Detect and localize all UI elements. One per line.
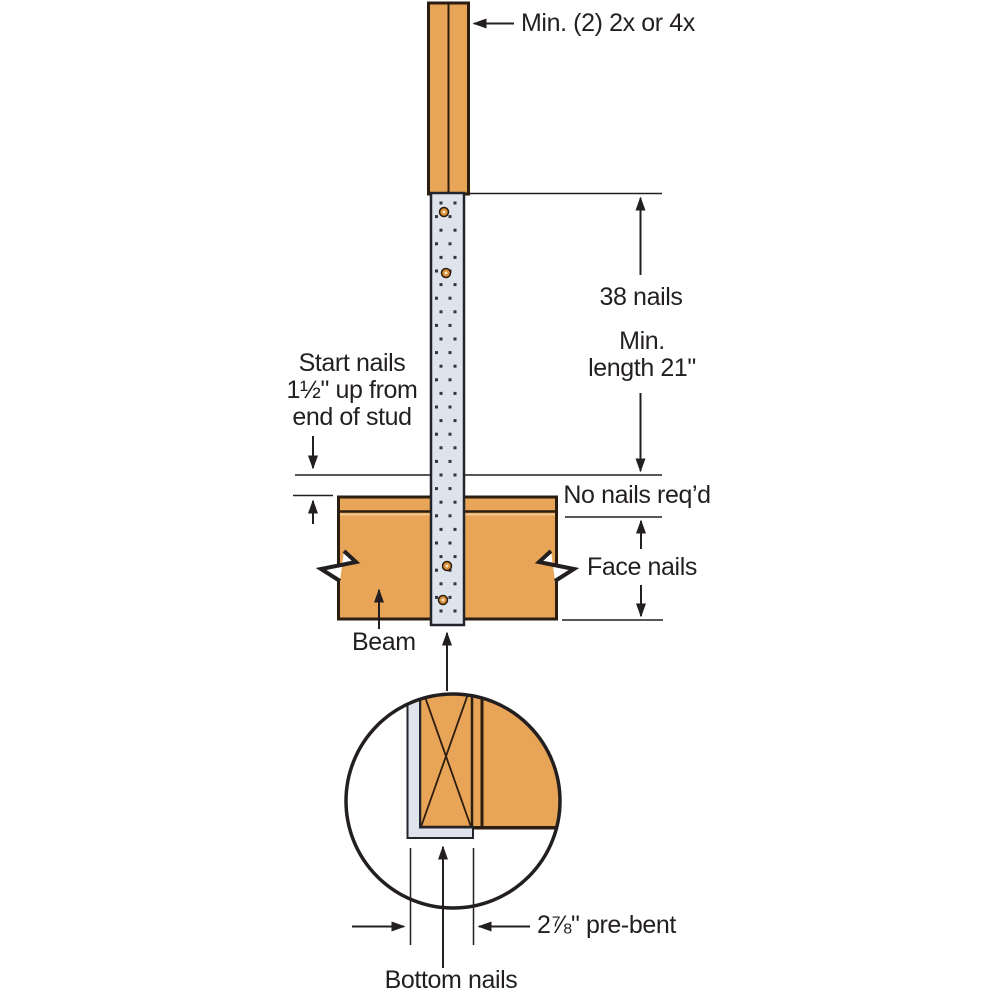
beam-label: Beam [352,628,416,656]
pre-bent-label: 2⅞" pre-bent [537,911,676,939]
min-length-line-2: length 21" [588,354,696,382]
face-nails-label: Face nails [587,553,697,581]
nail-count-label: 38 nails [599,283,683,311]
strap-graphic [431,193,464,625]
detail-contents [408,685,571,838]
min-length-label [588,328,696,382]
stud-graphic [429,3,469,194]
start-nails-label [287,350,418,431]
strap-rect [431,193,464,625]
start-nails-line-3: end of stud [292,403,412,431]
no-nails-label: No nails req’d [563,481,711,509]
detail-view [346,685,570,908]
min-length-line-1: Min. [619,327,665,355]
stud-callout-label: Min. (2) 2x or 4x [521,9,695,37]
bottom-nails-label: Bottom nails [384,966,518,994]
start-nails-line-1: Start nails [298,349,406,377]
start-nails-line-2: 1½" up from [286,376,418,404]
